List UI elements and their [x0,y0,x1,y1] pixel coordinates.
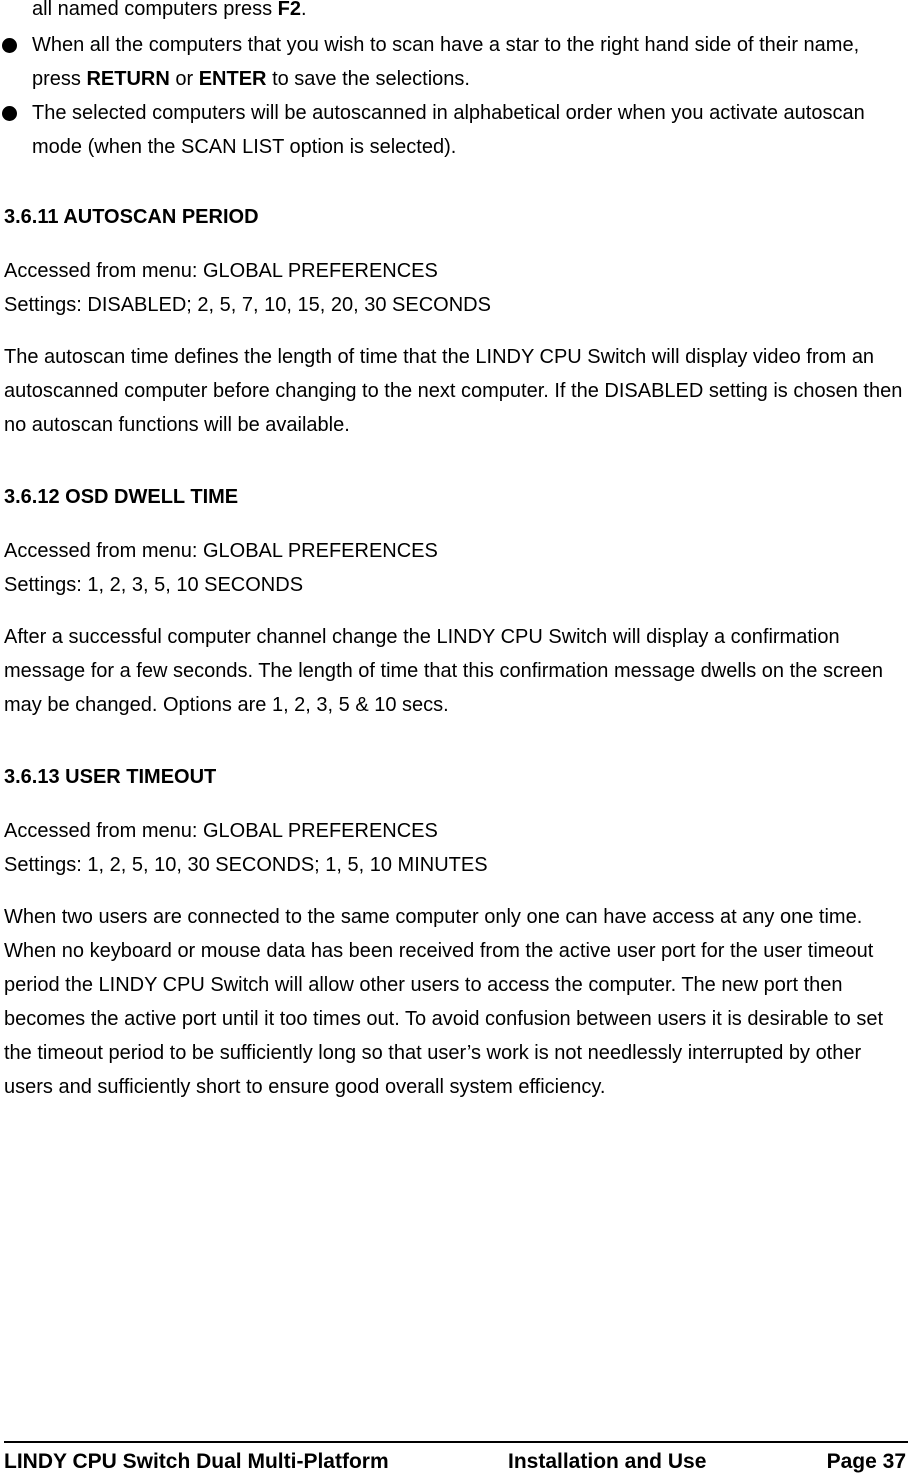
bullet-item: When all the computers that you wish to scan have a star to the right hand side of their name, press RETURN or ENTER to save the selections. [0,28,900,96]
bullet-item: The selected computers will be autoscanned in alphabetical order when you activate autoscan mode (when the SCAN LIST option is selected). [0,96,900,164]
bullet-dot-icon [2,38,17,53]
key-enter: ENTER [198,68,267,90]
settings-text: Settings: 1, 2, 5, 10, 30 SECONDS; 1, 5, 10 MINUTES [4,854,488,876]
section-heading-osd-dwell-time: 3.6.12 OSD DWELL TIME [4,486,239,508]
accessed-from-text: Accessed from menu: GLOBAL PREFERENCES [4,540,438,562]
accessed-from-text: Accessed from menu: GLOBAL PREFERENCES [4,260,438,282]
footer-section-title: Installation and Use [508,1450,707,1473]
footer-divider [4,1441,908,1443]
section-body: When two users are connected to the same computer only one can have access at any one time. When no keyboard or mouse data has been received from the active user port for the user timeout period the LINDY CPU Switch will allow other users to access the computer. The new port then becomes the active port until it too times out. To avoid confusion between users it is desirable to set the timeout period to be sufficiently long so that user’s work is not needlessly interrupted by other users and sufficiently short to ensure good overall system efficiency. [4,906,883,1098]
section-heading-user-timeout: 3.6.13 USER TIMEOUT [4,766,217,788]
settings-text: Settings: DISABLED; 2, 5, 7, 10, 15, 20, 30 SECONDS [4,294,491,316]
bullet-dot-icon [2,106,17,121]
section-heading-autoscan-period: 3.6.11 AUTOSCAN PERIOD [4,206,259,228]
key-f2: F2 [277,0,302,20]
section-body: The autoscan time defines the length of time that the LINDY CPU Switch will display video from an autoscanned computer before changing to the next computer. If the DISABLED setting is chosen then no autoscan functions will be available. [4,346,903,436]
accessed-from-text: Accessed from menu: GLOBAL PREFERENCES [4,820,438,842]
section-body: After a successful computer channel change the LINDY CPU Switch will display a confirmation message for a few seconds. The length of time that this confirmation message dwells on the screen may be changed. Options are 1, 2, 3, 5 & 10 secs. [4,626,883,716]
footer-product-name: LINDY CPU Switch Dual Multi-Platform [4,1450,389,1473]
footer-page-number: Page 37 [826,1450,906,1473]
settings-text: Settings: 1, 2, 3, 5, 10 SECONDS [4,574,304,596]
key-return: RETURN [86,68,170,90]
continuation-line: all named computers press F2. [32,0,307,20]
